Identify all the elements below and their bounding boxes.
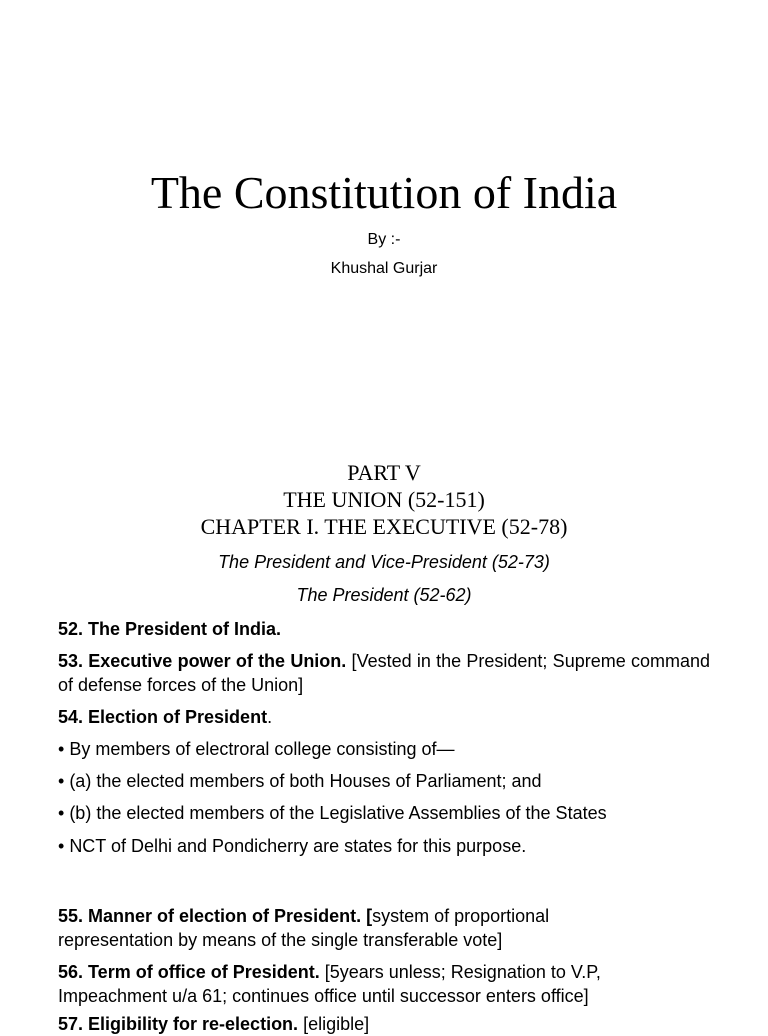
document-title: The Constitution of India xyxy=(150,167,618,218)
article-55 xyxy=(58,904,638,952)
article-52 xyxy=(58,617,710,641)
part-heading xyxy=(0,459,768,540)
part-label: PART V xyxy=(347,460,421,485)
article-55-title: 55. Manner of election of President. [ xyxy=(58,906,373,926)
bullet-item: • By members of electroral college consisting of— xyxy=(58,737,710,761)
article-57-title: 57. Eligibility for re-election. xyxy=(58,1014,299,1034)
chapter-label: CHAPTER I. THE EXECUTIVE (52-78) xyxy=(200,514,568,539)
section-title: The President and Vice-President (52-73) xyxy=(218,552,550,572)
article-53 xyxy=(58,649,710,697)
subsection-title: The President (52-62) xyxy=(296,585,472,605)
by-label: By :- xyxy=(367,231,401,248)
article-55-text: system of proportional representation by means of the single transferable vote] xyxy=(58,906,550,950)
article-57 xyxy=(58,1012,710,1036)
article-54-dot: . xyxy=(267,707,273,727)
article-54 xyxy=(58,705,710,729)
article-53-text: [Vested in the President; Supreme command of defense forces of the Union] xyxy=(58,651,711,695)
union-label: THE UNION (52-151) xyxy=(283,487,485,512)
bullet-item: • (b) the elected members of the Legislative Assemblies of the States xyxy=(58,801,710,825)
article-56 xyxy=(58,960,678,1008)
article-53-title: 53. Executive power of the Union. xyxy=(58,651,347,671)
author-name: Khushal Gurjar xyxy=(330,260,438,277)
article-52-title: 52. The President of India. xyxy=(58,619,282,639)
article-56-title: 56. Term of office of President. xyxy=(58,962,320,982)
article-56-text: [5years unless; Resignation to V.P, Impeachment u/a 61; continues office until successor enters office] xyxy=(58,962,601,1006)
bullet-item: • (a) the elected members of both Houses of Parliament; and xyxy=(58,769,710,793)
article-54-title: 54. Election of President xyxy=(58,707,268,727)
bullet-item: • NCT of Delhi and Pondicherry are states for this purpose. xyxy=(58,834,710,858)
article-57-text: [eligible] xyxy=(298,1014,370,1034)
